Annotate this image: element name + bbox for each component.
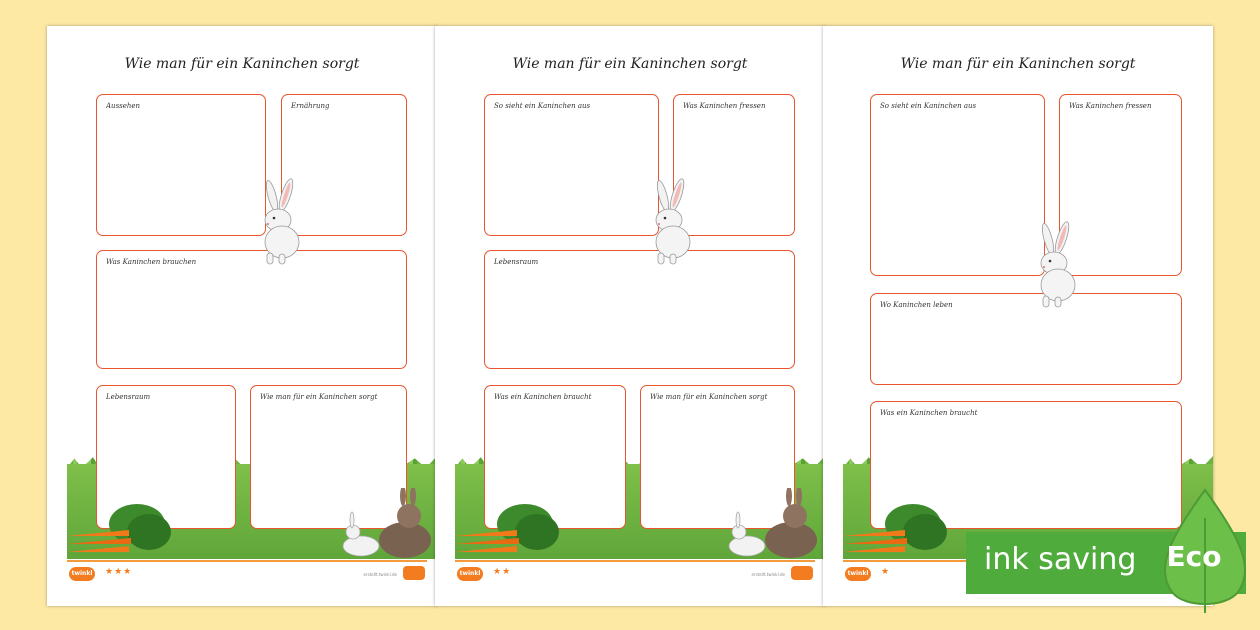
footer-line — [455, 560, 815, 562]
box-label: Lebensraum — [494, 258, 539, 266]
difficulty-stars: ★★★ — [105, 567, 133, 577]
box-label: Was Kaninchen fressen — [1069, 102, 1152, 110]
box-label: Wo Kaninchen leben — [880, 301, 953, 309]
box-label: Was Kaninchen brauchen — [106, 258, 197, 266]
carrots-illustration — [67, 496, 177, 558]
box-label: Was Kaninchen fressen — [683, 102, 766, 110]
footer-badge-icon — [791, 566, 813, 580]
box-habitat — [870, 293, 1182, 385]
box-label: So sieht ein Kaninchen aus — [494, 102, 591, 110]
sheet-title: Wie man für ein Kaninchen sorgt — [124, 56, 360, 72]
box-label: So sieht ein Kaninchen aus — [880, 102, 977, 110]
white-rabbit-illustration — [643, 178, 701, 266]
white-rabbit-illustration — [1028, 221, 1086, 309]
box-label: Aussehen — [106, 102, 141, 110]
eco-label: Eco — [1166, 540, 1222, 573]
sheet-title: Wie man für ein Kaninchen sorgt — [512, 56, 748, 72]
box-needs — [96, 250, 407, 369]
twinkl-logo: twinkl — [457, 567, 483, 581]
white-rabbit-illustration — [252, 178, 310, 266]
footer-url: erstellt.twinkl.de — [751, 572, 785, 577]
worksheet-2 — [435, 26, 825, 606]
difficulty-stars: ★★ — [493, 567, 512, 577]
box-label: Was ein Kaninchen braucht — [880, 409, 978, 417]
box-appearance — [484, 94, 659, 236]
sheet-title: Wie man für ein Kaninchen sorgt — [900, 56, 1136, 72]
box-label: Wie man für ein Kaninchen sorgt — [260, 393, 378, 401]
rabbit-family-illustration — [339, 488, 435, 560]
box-label: Wie man für ein Kaninchen sorgt — [650, 393, 768, 401]
box-label: Was ein Kaninchen braucht — [494, 393, 592, 401]
worksheet-1 — [47, 26, 437, 606]
twinkl-logo: twinkl — [69, 567, 95, 581]
box-label: Lebensraum — [106, 393, 151, 401]
ink-saving-text: ink saving — [984, 542, 1137, 577]
box-label: Ernährung — [291, 102, 330, 110]
box-appearance — [870, 94, 1045, 276]
footer-badge-icon — [403, 566, 425, 580]
box-appearance — [96, 94, 266, 236]
footer-line — [67, 560, 427, 562]
footer-url: erstellt.twinkl.de — [363, 572, 397, 577]
rabbit-family-illustration — [725, 488, 821, 560]
difficulty-stars: ★ — [881, 567, 891, 577]
box-habitat — [484, 250, 795, 369]
carrots-illustration — [455, 496, 565, 558]
carrots-illustration — [843, 496, 953, 558]
twinkl-logo: twinkl — [845, 567, 871, 581]
